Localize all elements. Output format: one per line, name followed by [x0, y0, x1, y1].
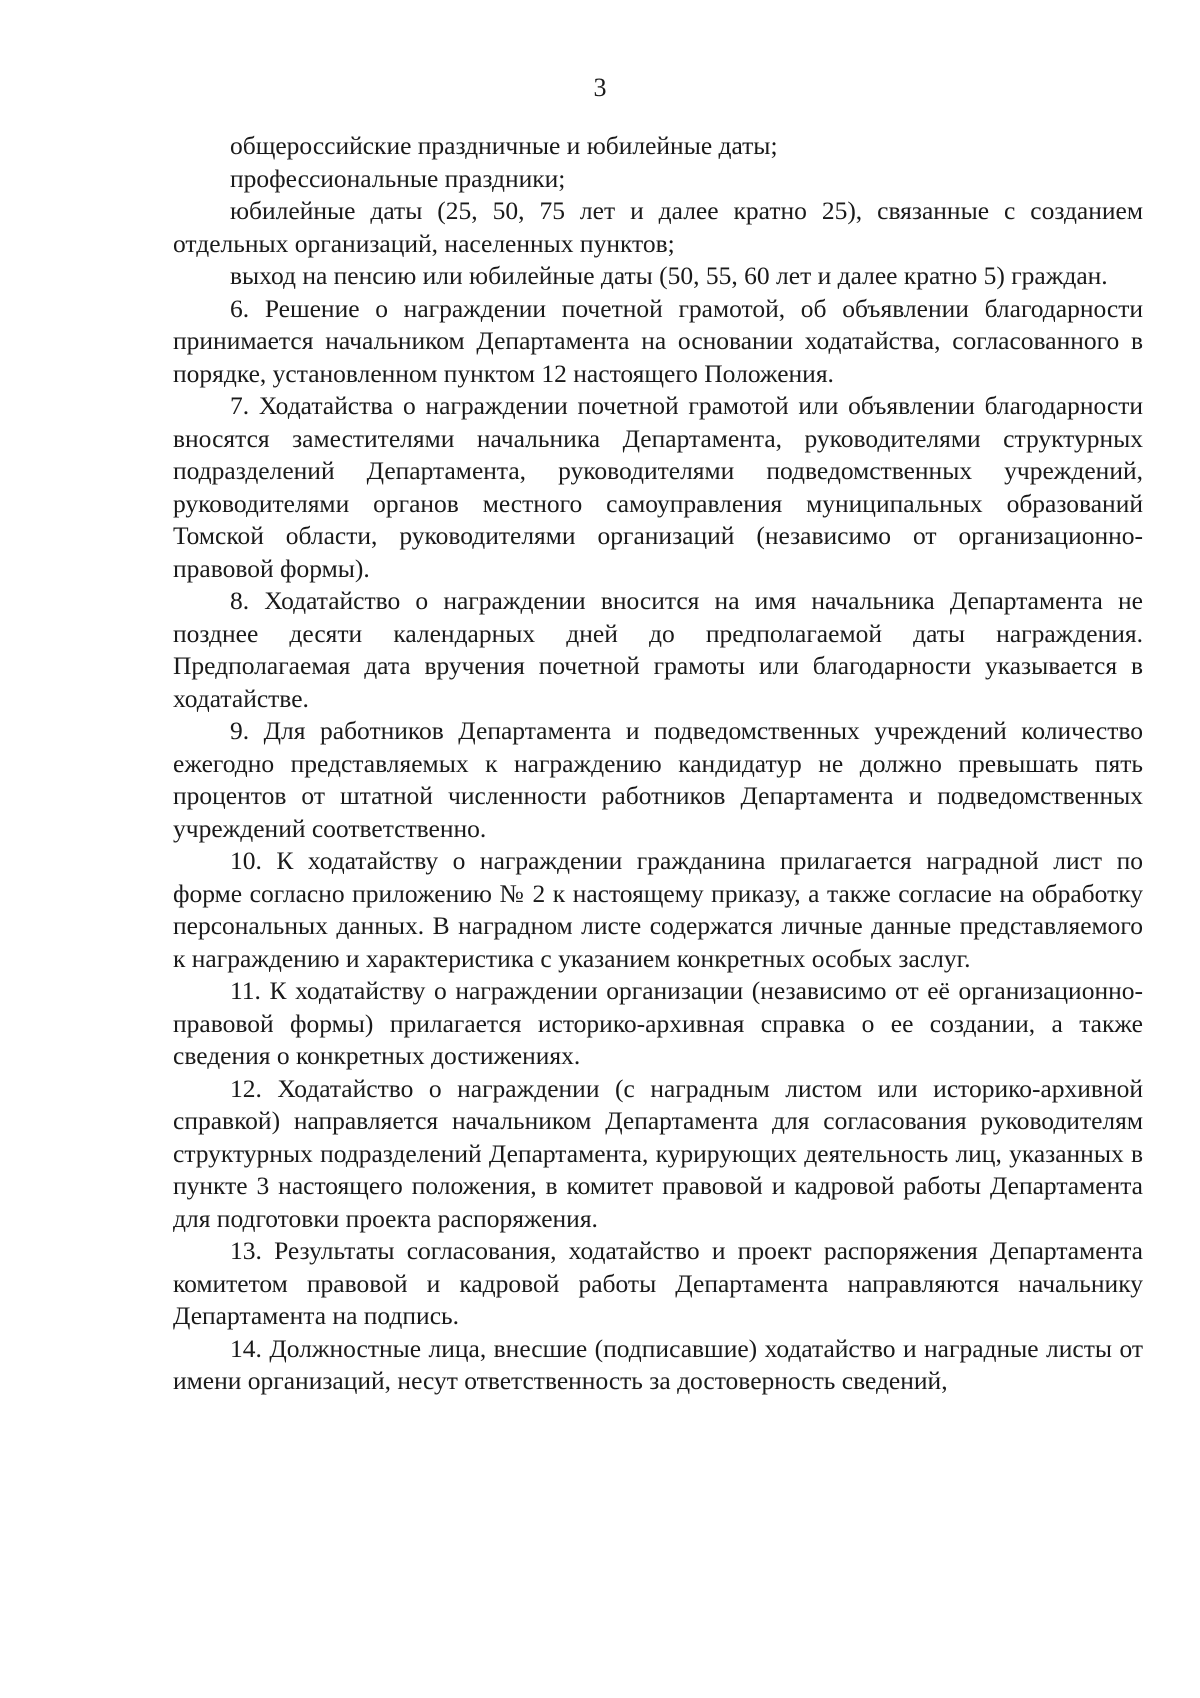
clause-9: 9. Для работников Департамента и подведомственных учреждений количество ежегодно представляемых к награждению кандидатур не должно превышать пять процентов от штатной численности работников Департамента и подведомственных учреждений соответственно. [173, 716, 1143, 843]
clause-8: 8. Ходатайство о награждении вносится на имя начальника Департамента не позднее десяти календарных дней до предполагаемой даты награждения. Предполагаемая дата вручения почетной грамоты или благодарности указывается в ходатайстве. [173, 586, 1143, 713]
paragraph-retirement: выход на пенсию или юбилейные даты (50, 55, 60 лет и далее кратно 5) граждан. [230, 261, 1108, 290]
paragraph-professional-holidays: профессиональные праздники; [230, 163, 566, 193]
document-body [173, 130, 1143, 1398]
clause-12: 12. Ходатайство о награждении (с наградным листом или историко-архивной справкой) направляется начальником Департамента для согласования руководителям структурных подразделений Департамента, курирующих деятельность лиц, указанных в пункте 3 настоящего положения, в комитет правовой и кадровой работы Департамента для подготовки проекта распоряжения. [173, 1073, 1143, 1233]
page-number: 3 [593, 73, 607, 102]
clause-14: 14. Должностные лица, внесшие (подписавшие) ходатайство и наградные листы от имени организаций, несут ответственность за достоверность сведений, [173, 1333, 1143, 1395]
paragraph-anniversary-organizations: юбилейные даты (25, 50, 75 лет и далее кратно 25), связанные с созданием отдельных организаций, населенных пунктов; [173, 196, 1143, 258]
clause-6: 6. Решение о награждении почетной грамотой, об объявлении благодарности принимается начальником Департамента на основании ходатайства, согласованного в порядке, установленном пунктом 12 настоящего Положения. [173, 293, 1143, 388]
clause-11: 11. К ходатайству о награждении организации (независимо от её организационно-правовой формы) прилагается историко-архивная справка о ее создании, а также сведения о конкретных достижениях. [173, 976, 1143, 1070]
clause-7: 7. Ходатайства о награждении почетной грамотой или объявлении благодарности вносятся заместителями начальника Департамента, руководителями структурных подразделений Департамента, руководителями подведомственных учреждений, руководителями органов местного самоуправления муниципальных образований Томской области, руководителями организаций (независимо от организационно-правовой формы). [173, 391, 1143, 583]
paragraph-holidays: общероссийские праздничные и юбилейные даты; [230, 131, 778, 160]
clause-10: 10. К ходатайству о награждении гражданина прилагается наградной лист по форме согласно приложению № 2 к настоящему приказу, а также согласие на обработку персональных данных. В наградном листе содержатся личные данные представляемого к награждению и характеристика с указанием конкретных особых заслуг. [173, 846, 1143, 973]
clause-13: 13. Результаты согласования, ходатайство и проект распоряжения Департамента комитетом правовой и кадровой работы Департамента направляются начальнику Департамента на подпись. [173, 1236, 1143, 1330]
